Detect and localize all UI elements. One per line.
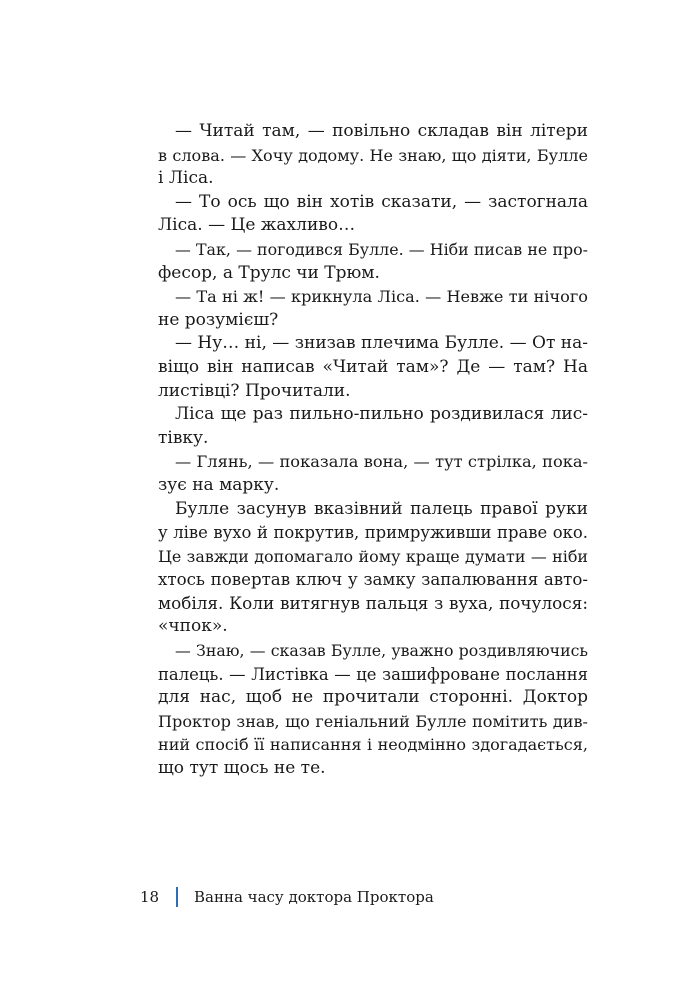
text-line: фесор, а Трулс чи Трюм. — [158, 262, 380, 283]
text-line: — Та ні ж! — крикнула Ліса. — Невже ти нічого — [175, 287, 588, 307]
text-line: «чпок». — [158, 616, 228, 637]
text-line: палець. — Листівка — це зашифроване послання — [158, 664, 588, 684]
text-line: що тут щось не те. — [158, 758, 326, 779]
text-line: в слова. — Хочу додому. Не знаю, що діяти, Булле — [158, 145, 588, 165]
text-line: — То ось що він хотів сказати, — застогнала — [175, 191, 588, 212]
text-line: — Знаю, — сказав Булле, уважно роздивляючись — [175, 641, 588, 661]
text-line: листівці? Прочитали. — [158, 380, 351, 401]
footer-divider-bar — [176, 887, 178, 907]
text-line: зує на марку. — [158, 474, 280, 495]
text-line: тівку. — [158, 427, 209, 448]
text-line: ний спосіб її написання і неодмінно здогадається, — [158, 735, 588, 755]
text-line: Це завжди допомагало йому краще думати — ніби — [158, 546, 588, 566]
text-line: мобіля. Коли витягнув пальця з вуха, почулося: — [158, 592, 588, 613]
book-page-text — [158, 120, 588, 781]
text-line: Проктор знав, що геніальний Булле помітить див- — [158, 711, 588, 731]
text-line: — Ну… ні, — знизав плечима Булле. — От на- — [175, 333, 588, 354]
text-line: — Читай там, — повільно складав він літери — [175, 121, 588, 141]
text-line: хтось повертав ключ у замку запалювання авто- — [158, 570, 588, 590]
text-line: для нас, щоб не прочитали сторонні. Доктор — [158, 687, 588, 708]
text-line: Ліса ще раз пильно-пильно роздивилася лис- — [175, 404, 588, 425]
page-number: 18 — [140, 888, 160, 906]
text-line: Ліса. — Це жахливо… — [158, 215, 356, 236]
text-line: і Ліса. — [158, 168, 214, 189]
text-line: у ліве вухо й покрутив, примруживши праве око. — [158, 523, 588, 543]
page-footer — [140, 885, 434, 909]
text-line: не розумієш? — [158, 309, 279, 330]
text-line: віщо він написав «Читай там»? Де — там? На — [158, 356, 588, 377]
text-line: — Так, — погодився Булле. — Ніби писав не про- — [175, 239, 588, 259]
running-title: Ванна часу доктора Проктора — [194, 888, 434, 906]
text-line: — Глянь, — показала вона, — тут стрілка, пока- — [175, 452, 588, 472]
text-line: Булле засунув вказівний палець правої руки — [175, 498, 588, 519]
